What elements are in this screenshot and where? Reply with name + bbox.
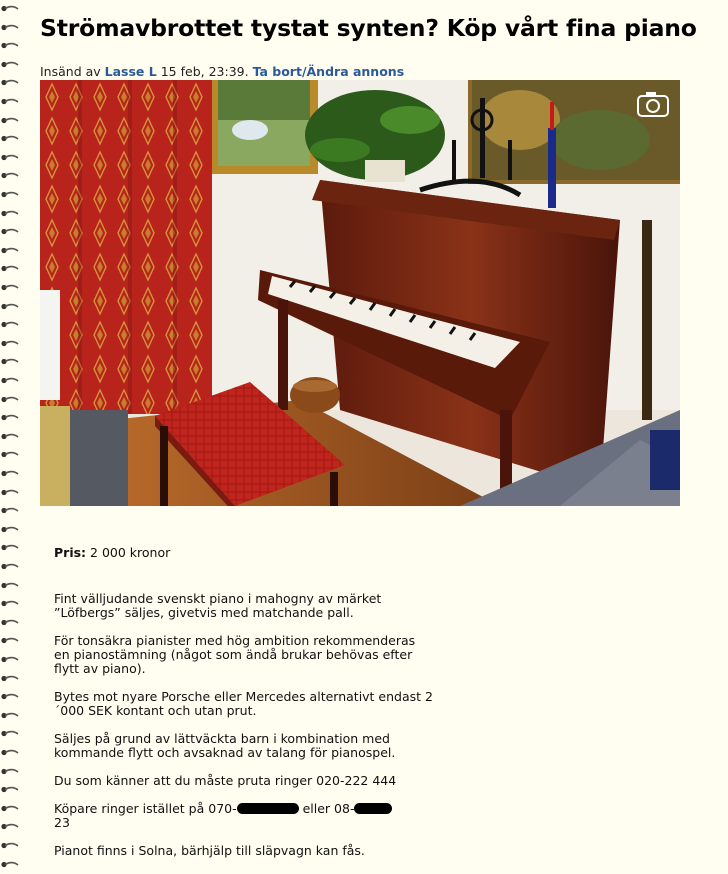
paragraph-location: Pianot finns i Solna, bärhjälp till släpvagn kan fås. <box>54 843 365 858</box>
spiral-ring <box>0 376 20 385</box>
spiral-ring <box>0 395 20 404</box>
spiral-ring <box>0 264 20 273</box>
spiral-ring <box>0 822 20 831</box>
spiral-ring <box>0 692 20 701</box>
spiral-ring <box>0 246 20 255</box>
ad-photo <box>40 80 680 506</box>
spiral-ring <box>0 97 20 106</box>
price-label: Pris: <box>54 545 87 560</box>
spiral-ring <box>0 562 20 571</box>
paragraph-reason: Säljes på grund av lättväckta barn i kombination med kommande flytt och avsaknad av talang för pianospel. <box>54 731 396 760</box>
spiral-ring <box>0 618 20 627</box>
spiral-ring <box>0 283 20 292</box>
buyer-phone-start: Köpare ringer istället på 070- <box>54 801 237 816</box>
redacted-number <box>237 803 299 814</box>
buyer-phone-end: 23 <box>54 815 70 830</box>
price-line <box>54 546 434 560</box>
price-value: 2 000 kronor <box>90 545 171 560</box>
spiral-ring <box>0 450 20 459</box>
spiral-ring <box>0 4 20 13</box>
edit-ad-link[interactable]: Ta bort/Ändra annons <box>252 64 405 79</box>
spiral-ring <box>0 209 20 218</box>
spiral-ring <box>0 636 20 645</box>
spiral-ring <box>0 841 20 850</box>
ad-meta <box>40 64 404 79</box>
meta-prefix: Insänd av <box>40 64 101 79</box>
spiral-ring <box>0 860 20 869</box>
author-link[interactable]: Lasse L <box>104 64 157 79</box>
paragraph-trade: Bytes mot nyare Porsche eller Mercedes alternativt endast 2´000 SEK kontant och utan prut. <box>54 689 433 718</box>
spiral-ring <box>0 525 20 534</box>
spiral-ring <box>0 78 20 87</box>
spiral-ring <box>0 599 20 608</box>
spiral-ring <box>0 134 20 143</box>
spiral-ring <box>0 767 20 776</box>
post-date: 15 feb, 23:39. <box>160 64 249 79</box>
paragraph-haggle: Du som känner att du måste pruta ringer 020-222 444 <box>54 773 397 788</box>
spiral-ring <box>0 469 20 478</box>
spiral-ring <box>0 432 20 441</box>
buyer-phone-mid: eller 08- <box>298 801 355 816</box>
spiral-ring <box>0 320 20 329</box>
spiral-ring <box>0 116 20 125</box>
paragraph-tuning: För tonsäkra pianister med hög ambition rekommenderas en pianostämning (något som ändå brukar behövas efter flytt av piano). <box>54 633 416 676</box>
paragraph-buyer-phone <box>54 802 434 830</box>
spiral-ring <box>0 302 20 311</box>
spiral-ring <box>0 60 20 69</box>
spiral-ring <box>0 748 20 757</box>
spiral-ring <box>0 339 20 348</box>
spiral-binding <box>0 0 26 874</box>
spiral-ring <box>0 357 20 366</box>
spiral-ring <box>0 804 20 813</box>
spiral-ring <box>0 711 20 720</box>
spiral-ring <box>0 674 20 683</box>
spiral-ring <box>0 153 20 162</box>
spiral-ring <box>0 171 20 180</box>
redacted-number <box>354 803 392 814</box>
spiral-ring <box>0 41 20 50</box>
spiral-ring <box>0 655 20 664</box>
spiral-ring <box>0 543 20 552</box>
spiral-ring <box>0 413 20 422</box>
spiral-ring <box>0 581 20 590</box>
spiral-ring <box>0 23 20 32</box>
spiral-ring <box>0 785 20 794</box>
spiral-ring <box>0 227 20 236</box>
spiral-ring <box>0 190 20 199</box>
paragraph-description: Fint välljudande svenskt piano i mahogny av märket ”Löfbergs” säljes, givetvis med matchande pall. <box>54 591 382 620</box>
spiral-ring <box>0 506 20 515</box>
spiral-ring <box>0 729 20 738</box>
ad-title: Strömavbrottet tystat synten? Köp vårt fina piano <box>40 14 697 42</box>
spiral-ring <box>0 488 20 497</box>
ad-body <box>54 546 434 872</box>
